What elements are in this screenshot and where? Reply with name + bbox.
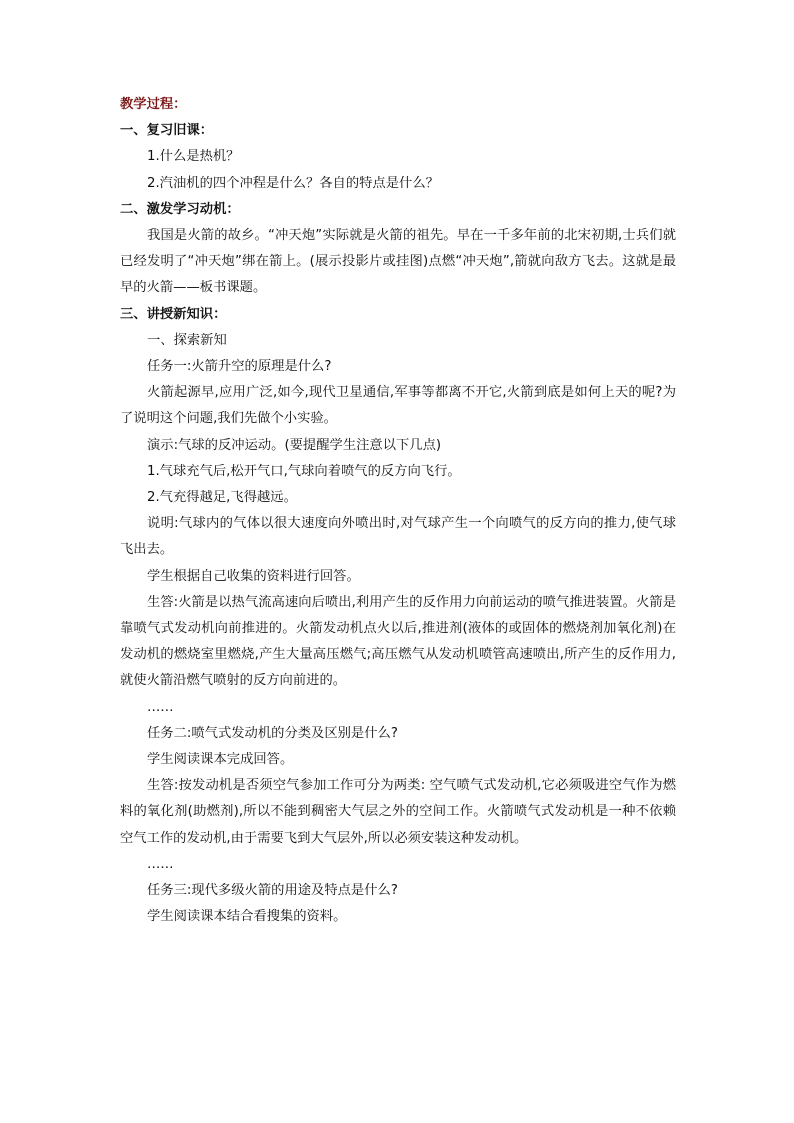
- document-title: 教学过程：: [120, 97, 187, 112]
- paragraph: 火箭起源早,应用广泛,如今,现代卫星通信,军事等都离不开它,火箭到底是如何上天的呢?为了说明这个问题,我们先做个小实验。: [120, 385, 676, 427]
- paragraph: 2.汽油机的四个冲程是什么？各自的特点是什么？: [147, 175, 439, 191]
- section-heading: 三、讲授新知识：: [120, 306, 227, 322]
- document-page: [120, 92, 676, 931]
- paragraph: 一、探索新知: [147, 332, 227, 348]
- paragraph: 1.气球充气后,松开气口,气球向着喷气的反方向飞行。: [147, 463, 461, 479]
- paragraph: 说明:气球内的气体以很大速度向外喷出时,对气球产生一个向喷气的反方向的推力,使气球飞出去。: [120, 516, 676, 558]
- section-heading: 一、复习旧课：: [120, 123, 214, 139]
- paragraph: 1.什么是热机？: [147, 149, 240, 165]
- paragraph: ……: [147, 699, 174, 715]
- paragraph: ……: [147, 856, 174, 872]
- paragraph: 2.气充得越足,飞得越远。: [147, 490, 297, 506]
- paragraph: 任务一:火箭升空的原理是什么?: [147, 359, 332, 375]
- paragraph: 任务二:喷气式发动机的分类及区别是什么?: [147, 725, 398, 741]
- paragraph: 生答:火箭是以热气流高速向后喷出,利用产生的反作用力向前运动的喷气推进装置。火箭是靠喷气式发动机向前推进的。火箭发动机点火以后,推进剂(液体的或固体的燃烧剂加氧化剂)在发动机的燃烧室里燃烧,产生大量高压燃气;高压燃气从发动机喷管高速喷出,所产生的反作用力,就使火箭沿燃气喷射的反方向前进的。: [120, 594, 676, 689]
- paragraph: 我国是火箭的故乡。“冲天炮”实际就是火箭的祖先。早在一千多年前的北宋初期,士兵们就已经发明了“冲天炮”绑在箭上。(展示投影片或挂图)点燃“冲天炮”,箭就向敌方飞去。这就是最早的火箭——板书课题。: [120, 228, 676, 296]
- paragraph: 生答:按发动机是否须空气参加工作可分为两类: 空气喷气式发动机,它必须吸进空气作为燃料的氧化剂(助燃剂),所以不能到稠密大气层之外的空间工作。火箭喷气式发动机是一种不依赖空气工作的发动机,由于需要飞到大气层外,所以必须安装这种发动机。: [120, 778, 676, 846]
- paragraph: 学生阅读课本结合看搜集的资料。: [147, 909, 347, 925]
- document-body: [120, 118, 676, 930]
- section-heading: 二、激发学习动机：: [120, 201, 240, 217]
- paragraph: 任务三:现代多级火箭的用途及特点是什么?: [147, 883, 398, 899]
- paragraph: 学生根据自己收集的资料进行回答。: [147, 568, 360, 584]
- paragraph: 演示:气球的反冲运动。(要提醒学生注意以下几点): [147, 437, 442, 453]
- paragraph: 学生阅读课本完成回答。: [147, 752, 294, 768]
